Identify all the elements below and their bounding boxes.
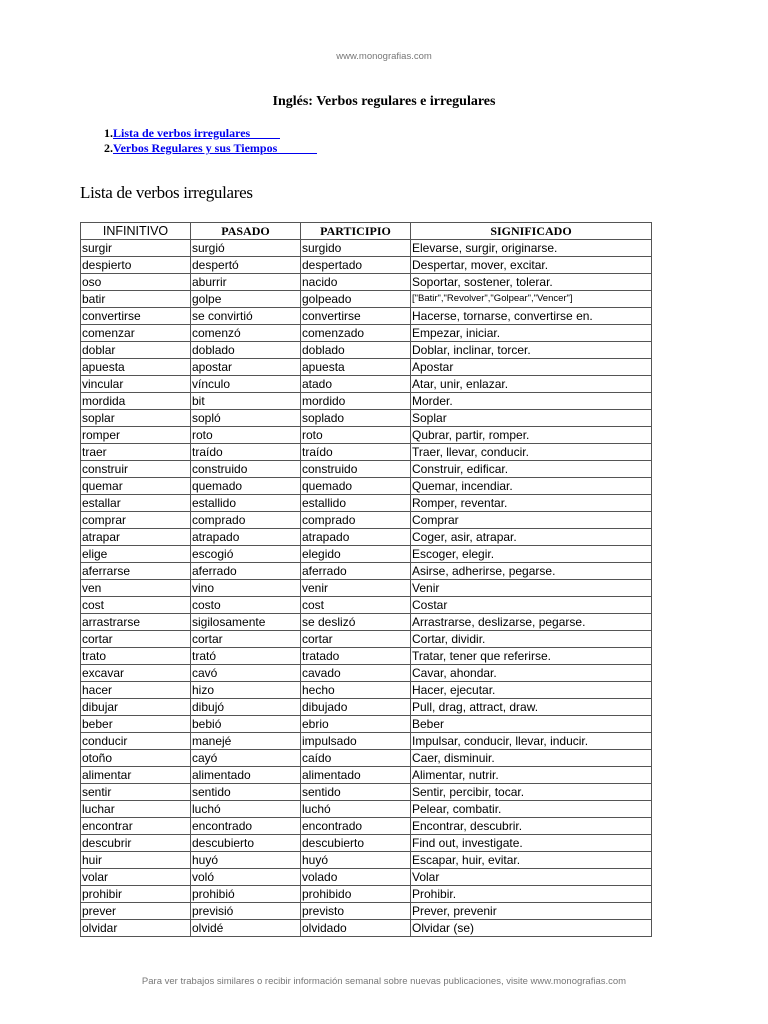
table-row	[81, 274, 652, 291]
cell-significado: Hacer, ejecutar.	[411, 682, 652, 699]
header-significado: SIGNIFICADO	[411, 223, 652, 240]
cell-significado: ["Batir","Revolver","Golpear","Vencer"]	[411, 291, 652, 308]
cell-pasado: vínculo	[191, 376, 301, 393]
table-row	[81, 563, 652, 580]
cell-pasado: voló	[191, 869, 301, 886]
toc-number: 2.	[104, 141, 113, 155]
cell-participio: comprado	[301, 512, 411, 529]
table-row	[81, 495, 652, 512]
cell-significado: Atar, unir, enlazar.	[411, 376, 652, 393]
cell-participio: huyó	[301, 852, 411, 869]
cell-infinitivo: convertirse	[81, 308, 191, 325]
cell-infinitivo: comenzar	[81, 325, 191, 342]
cell-significado: Soportar, sostener, tolerar.	[411, 274, 652, 291]
cell-infinitivo: atrapar	[81, 529, 191, 546]
cell-pasado: manejé	[191, 733, 301, 750]
cell-significado: Sentir, percibir, tocar.	[411, 784, 652, 801]
cell-pasado: sigilosamente	[191, 614, 301, 631]
cell-participio: surgido	[301, 240, 411, 257]
cell-significado: Beber	[411, 716, 652, 733]
table-row	[81, 359, 652, 376]
cell-infinitivo: comprar	[81, 512, 191, 529]
cell-significado: Caer, disminuir.	[411, 750, 652, 767]
cell-pasado: hizo	[191, 682, 301, 699]
header-infinitivo: INFINITIVO	[81, 223, 191, 240]
cell-infinitivo: excavar	[81, 665, 191, 682]
cell-participio: se deslizó	[301, 614, 411, 631]
cell-pasado: surgió	[191, 240, 301, 257]
header-pasado: PASADO	[191, 223, 301, 240]
cell-infinitivo: prever	[81, 903, 191, 920]
cell-participio: traído	[301, 444, 411, 461]
cell-participio: tratado	[301, 648, 411, 665]
cell-participio: roto	[301, 427, 411, 444]
link-underline	[250, 126, 280, 139]
cell-participio: doblado	[301, 342, 411, 359]
cell-infinitivo: hacer	[81, 682, 191, 699]
cell-participio: mordido	[301, 393, 411, 410]
table-row	[81, 784, 652, 801]
table-row	[81, 886, 652, 903]
table-row	[81, 444, 652, 461]
cell-significado: Pull, drag, attract, draw.	[411, 699, 652, 716]
table-row	[81, 631, 652, 648]
cell-participio: ebrio	[301, 716, 411, 733]
cell-significado: Impulsar, conducir, llevar, inducir.	[411, 733, 652, 750]
cell-significado: Prohibir.	[411, 886, 652, 903]
cell-infinitivo: mordida	[81, 393, 191, 410]
table-row	[81, 733, 652, 750]
cell-infinitivo: alimentar	[81, 767, 191, 784]
cell-infinitivo: ven	[81, 580, 191, 597]
cell-participio: sentido	[301, 784, 411, 801]
cell-significado: Pelear, combatir.	[411, 801, 652, 818]
cell-pasado: huyó	[191, 852, 301, 869]
cell-participio: alimentado	[301, 767, 411, 784]
cell-significado: Construir, edificar.	[411, 461, 652, 478]
cell-participio: descubierto	[301, 835, 411, 852]
cell-participio: elegido	[301, 546, 411, 563]
cell-significado: Find out, investigate.	[411, 835, 652, 852]
link-underline	[277, 141, 317, 154]
cell-participio: previsto	[301, 903, 411, 920]
cell-participio: despertado	[301, 257, 411, 274]
table-row	[81, 410, 652, 427]
cell-significado: Soplar	[411, 410, 652, 427]
cell-participio: luchó	[301, 801, 411, 818]
cell-significado: Asirse, adherirse, pegarse.	[411, 563, 652, 580]
cell-infinitivo: sentir	[81, 784, 191, 801]
cell-participio: convertirse	[301, 308, 411, 325]
cell-pasado: estallido	[191, 495, 301, 512]
site-footer: Para ver trabajos similares o recibir información semanal sobre nuevas publicaciones, visite www.monografias.com	[141, 976, 627, 987]
cell-participio: soplado	[301, 410, 411, 427]
table-row	[81, 308, 652, 325]
cell-pasado: comprado	[191, 512, 301, 529]
cell-participio: caído	[301, 750, 411, 767]
cell-significado: Arrastrarse, deslizarse, pegarse.	[411, 614, 652, 631]
cell-significado: Escapar, huir, evitar.	[411, 852, 652, 869]
cell-pasado: previsió	[191, 903, 301, 920]
cell-infinitivo: prohibir	[81, 886, 191, 903]
table-row	[81, 546, 652, 563]
toc-link-irregular-verbs[interactable]: Lista de verbos irregulares	[113, 126, 251, 140]
cell-pasado: doblado	[191, 342, 301, 359]
table-body	[81, 240, 652, 937]
table-header-row	[81, 223, 652, 240]
cell-pasado: aburrir	[191, 274, 301, 291]
cell-infinitivo: encontrar	[81, 818, 191, 835]
table-row	[81, 393, 652, 410]
cell-infinitivo: estallar	[81, 495, 191, 512]
cell-pasado: trató	[191, 648, 301, 665]
cell-pasado: cavó	[191, 665, 301, 682]
cell-infinitivo: surgir	[81, 240, 191, 257]
cell-infinitivo: aferrarse	[81, 563, 191, 580]
cell-participio: prohibido	[301, 886, 411, 903]
cell-significado: Traer, llevar, conducir.	[411, 444, 652, 461]
cell-pasado: encontrado	[191, 818, 301, 835]
cell-participio: olvidado	[301, 920, 411, 937]
cell-infinitivo: despierto	[81, 257, 191, 274]
cell-pasado: descubierto	[191, 835, 301, 852]
cell-significado: Romper, reventar.	[411, 495, 652, 512]
cell-significado: Prever, prevenir	[411, 903, 652, 920]
cell-pasado: bit	[191, 393, 301, 410]
cell-pasado: costo	[191, 597, 301, 614]
table-row	[81, 376, 652, 393]
cell-pasado: sentido	[191, 784, 301, 801]
toc-item-1	[104, 126, 317, 141]
cell-infinitivo: huir	[81, 852, 191, 869]
cell-infinitivo: luchar	[81, 801, 191, 818]
cell-participio: quemado	[301, 478, 411, 495]
table-row	[81, 529, 652, 546]
cell-participio: construido	[301, 461, 411, 478]
cell-participio: golpeado	[301, 291, 411, 308]
cell-infinitivo: vincular	[81, 376, 191, 393]
table-row	[81, 597, 652, 614]
cell-participio: apuesta	[301, 359, 411, 376]
cell-infinitivo: doblar	[81, 342, 191, 359]
cell-infinitivo: apuesta	[81, 359, 191, 376]
cell-infinitivo: volar	[81, 869, 191, 886]
cell-significado: Escoger, elegir.	[411, 546, 652, 563]
table-row	[81, 461, 652, 478]
cell-significado: Coger, asir, atrapar.	[411, 529, 652, 546]
cell-pasado: prohibió	[191, 886, 301, 903]
cell-significado: Apostar	[411, 359, 652, 376]
cell-pasado: se convirtió	[191, 308, 301, 325]
cell-significado: Encontrar, descubrir.	[411, 818, 652, 835]
cell-infinitivo: dibujar	[81, 699, 191, 716]
cell-significado: Alimentar, nutrir.	[411, 767, 652, 784]
table-row	[81, 767, 652, 784]
cell-infinitivo: olvidar	[81, 920, 191, 937]
page-title: Inglés: Verbos regulares e irregulares	[272, 94, 496, 109]
cell-significado: Qubrar, partir, romper.	[411, 427, 652, 444]
cell-significado: Volar	[411, 869, 652, 886]
toc-number: 1.	[104, 126, 113, 140]
cell-participio: venir	[301, 580, 411, 597]
cell-pasado: construido	[191, 461, 301, 478]
cell-infinitivo: traer	[81, 444, 191, 461]
table-row	[81, 869, 652, 886]
cell-participio: cavado	[301, 665, 411, 682]
section-title: Lista de verbos irregulares	[80, 183, 253, 202]
cell-significado: Morder.	[411, 393, 652, 410]
cell-infinitivo: elige	[81, 546, 191, 563]
cell-pasado: sopló	[191, 410, 301, 427]
table-row	[81, 801, 652, 818]
cell-participio: cost	[301, 597, 411, 614]
table-row	[81, 325, 652, 342]
table-row	[81, 716, 652, 733]
cell-significado: Hacerse, tornarse, convertirse en.	[411, 308, 652, 325]
cell-significado: Despertar, mover, excitar.	[411, 257, 652, 274]
cell-pasado: cortar	[191, 631, 301, 648]
cell-significado: Elevarse, surgir, originarse.	[411, 240, 652, 257]
cell-infinitivo: oso	[81, 274, 191, 291]
table-row	[81, 427, 652, 444]
cell-infinitivo: descubrir	[81, 835, 191, 852]
cell-participio: impulsado	[301, 733, 411, 750]
table-row	[81, 699, 652, 716]
cell-participio: atrapado	[301, 529, 411, 546]
table-row	[81, 818, 652, 835]
cell-significado: Olvidar (se)	[411, 920, 652, 937]
cell-infinitivo: trato	[81, 648, 191, 665]
toc-link-regular-verbs-prefix[interactable]: Ve	[113, 141, 126, 155]
cell-infinitivo: arrastrarse	[81, 614, 191, 631]
cell-pasado: traído	[191, 444, 301, 461]
cell-pasado: dibujó	[191, 699, 301, 716]
table-of-contents	[104, 126, 317, 156]
cell-pasado: comenzó	[191, 325, 301, 342]
cell-infinitivo: beber	[81, 716, 191, 733]
cell-infinitivo: quemar	[81, 478, 191, 495]
cell-pasado: cayó	[191, 750, 301, 767]
cell-participio: hecho	[301, 682, 411, 699]
cell-infinitivo: cost	[81, 597, 191, 614]
cell-infinitivo: otoño	[81, 750, 191, 767]
cell-significado: Cavar, ahondar.	[411, 665, 652, 682]
cell-significado: Quemar, incendiar.	[411, 478, 652, 495]
cell-pasado: olvidé	[191, 920, 301, 937]
table-row	[81, 852, 652, 869]
cell-significado: Tratar, tener que referirse.	[411, 648, 652, 665]
cell-significado: Empezar, iniciar.	[411, 325, 652, 342]
table-row	[81, 240, 652, 257]
cell-participio: comenzado	[301, 325, 411, 342]
header-participio: PARTICIPIO	[301, 223, 411, 240]
cell-pasado: quemado	[191, 478, 301, 495]
cell-significado: Comprar	[411, 512, 652, 529]
cell-pasado: roto	[191, 427, 301, 444]
cell-pasado: golpe	[191, 291, 301, 308]
cell-participio: estallido	[301, 495, 411, 512]
cell-infinitivo: conducir	[81, 733, 191, 750]
irregular-verbs-table	[80, 222, 652, 937]
cell-participio: atado	[301, 376, 411, 393]
cell-participio: dibujado	[301, 699, 411, 716]
table-row	[81, 835, 652, 852]
table-row	[81, 342, 652, 359]
cell-infinitivo: batir	[81, 291, 191, 308]
cell-pasado: vino	[191, 580, 301, 597]
table-row	[81, 512, 652, 529]
cell-pasado: bebió	[191, 716, 301, 733]
table-row	[81, 614, 652, 631]
toc-item-2	[104, 141, 317, 156]
cell-participio: cortar	[301, 631, 411, 648]
cell-pasado: despertó	[191, 257, 301, 274]
site-header: www.monografias.com	[336, 51, 432, 62]
table-row	[81, 903, 652, 920]
cell-pasado: alimentado	[191, 767, 301, 784]
cell-infinitivo: soplar	[81, 410, 191, 427]
cell-participio: volado	[301, 869, 411, 886]
table-row	[81, 291, 652, 308]
cell-pasado: apostar	[191, 359, 301, 376]
cell-participio: encontrado	[301, 818, 411, 835]
cell-infinitivo: cortar	[81, 631, 191, 648]
table-row	[81, 580, 652, 597]
cell-pasado: escogió	[191, 546, 301, 563]
toc-link-regular-verbs[interactable]: rbos Regulares y sus Tiempos	[125, 141, 278, 155]
table-row	[81, 648, 652, 665]
cell-participio: aferrado	[301, 563, 411, 580]
cell-pasado: atrapado	[191, 529, 301, 546]
cell-participio: nacido	[301, 274, 411, 291]
cell-significado: Cortar, dividir.	[411, 631, 652, 648]
table-row	[81, 665, 652, 682]
cell-pasado: luchó	[191, 801, 301, 818]
cell-pasado: aferrado	[191, 563, 301, 580]
table-row	[81, 257, 652, 274]
table-row	[81, 750, 652, 767]
table-row	[81, 920, 652, 937]
cell-infinitivo: construir	[81, 461, 191, 478]
cell-significado: Costar	[411, 597, 652, 614]
cell-infinitivo: romper	[81, 427, 191, 444]
table-row	[81, 478, 652, 495]
table-row	[81, 682, 652, 699]
cell-significado: Venir	[411, 580, 652, 597]
cell-significado: Doblar, inclinar, torcer.	[411, 342, 652, 359]
